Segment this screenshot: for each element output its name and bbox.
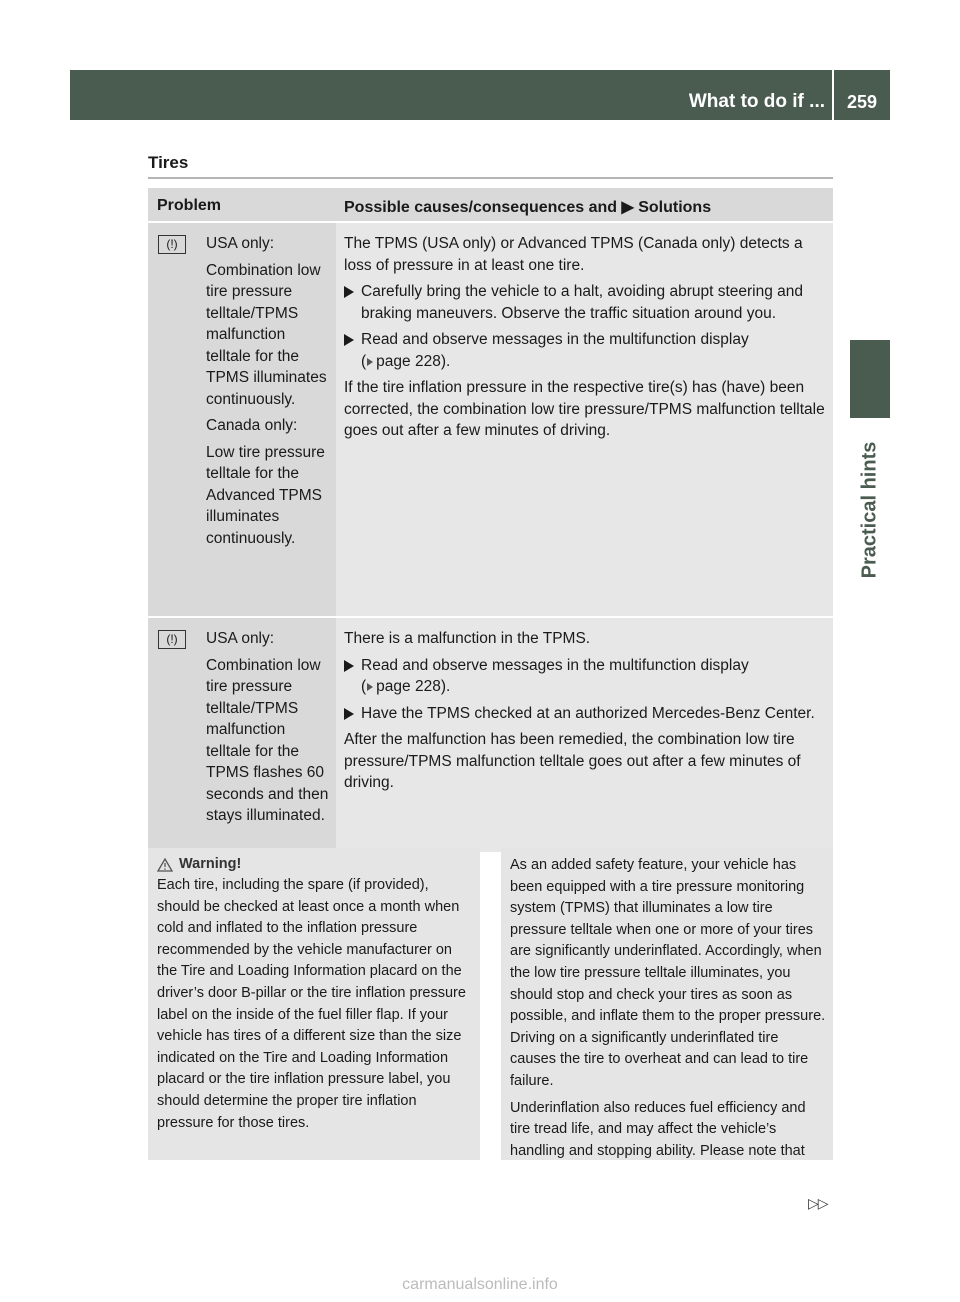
step-text: Have the TPMS checked at an authorized Mercedes-Benz Center. <box>361 704 815 722</box>
problem-line: Combination low tire pressure telltale/TPMS malfunction telltale for the TPMS flashes 60 seconds and then stays illuminated. <box>206 656 329 824</box>
table-header <box>148 188 833 221</box>
section-title: Tires <box>148 153 189 172</box>
step-text: Carefully bring the vehicle to a halt, avoiding abrupt steering and braking maneuvers. Observe the traffic situation around you. <box>361 283 804 322</box>
continued-icon: ▷▷ <box>808 1195 828 1211</box>
cause-text: The TPMS (USA only) or Advanced TPMS (Canada only) detects a loss of pressure in at least one tire. <box>344 235 803 274</box>
step-arrow-icon <box>344 334 354 346</box>
side-tab-label: Practical hints <box>858 441 881 579</box>
solution-step <box>344 281 828 324</box>
safety-info-box <box>501 848 833 1160</box>
cause-text: There is a malfunction in the TPMS. <box>344 630 591 647</box>
result-text: If the tire inflation pressure in the respective tire(s) has (have) been corrected, the combination low tire pressure/TPMS malfunction telltale goes out after a few minutes of driving. <box>344 379 825 439</box>
tire-pressure-warning-icon: (!) <box>158 235 186 254</box>
step-arrow-icon <box>344 286 354 298</box>
problem-line: USA only: <box>206 235 275 252</box>
warning-heading <box>157 855 475 875</box>
result-text: After the malfunction has been remedied, the combination low tire pressure/TPMS malfunction telltale goes out after a few minutes of driving. <box>344 731 801 791</box>
solution-step <box>344 703 828 725</box>
step-arrow-icon <box>344 660 354 672</box>
safety-paragraph: Underinflation also reduces fuel efficiency and tire tread life, and may affect the vehicle’s handling and stopping ability. Please note that <box>510 1099 806 1159</box>
problem-line: Combination low tire pressure telltale/TPMS malfunction telltale for the TPMS illuminates continuously. <box>206 261 327 408</box>
warning-box <box>148 848 480 1160</box>
problem-text <box>206 233 334 554</box>
page-ref-arrow-icon <box>367 683 373 691</box>
step-text: Read and observe messages in the multifunction display <box>361 656 749 674</box>
warning-text: Each tire, including the spare (if provided), should be checked at least once a month when cold and inflated to the inflation pressure recommended by the vehicle manufacturer on the Tire and Loading Information placard on the driver’s door B-pillar or the tire inflation pressure label on the inside of the fuel filler flap. If your vehicle has tires of a different size than the size indicated on the Tire and Loading Information placard or the tire inflation pressure label, you should determine the proper tire inflation pressure for those tires. <box>157 877 466 1131</box>
problem-line: Low tire pressure telltale for the Advanced TPMS illuminates continuously. <box>206 443 325 547</box>
tire-pressure-warning-icon: (!) <box>158 630 186 649</box>
chapter-title: What to do if ... <box>688 91 825 112</box>
problem-cell <box>148 618 336 852</box>
problem-text <box>206 628 334 832</box>
problem-line: USA only: <box>206 630 275 647</box>
table-row <box>148 616 833 852</box>
page-ref-arrow-icon <box>367 358 373 366</box>
page-reference-link[interactable]: page 228). <box>376 678 451 695</box>
footer-watermark: carmanualsonline.info <box>402 1276 558 1293</box>
page-number-box <box>834 70 890 120</box>
page-number: 259 <box>846 92 878 112</box>
page-reference-link[interactable]: page 228). <box>376 352 451 370</box>
tires-table <box>148 188 833 852</box>
warning-title: Warning! <box>179 856 242 873</box>
section-divider <box>148 177 833 179</box>
solution-cell <box>344 233 828 447</box>
side-tab-block <box>850 340 890 418</box>
solution-cell <box>344 628 828 799</box>
step-arrow-icon <box>344 708 354 720</box>
safety-paragraph: As an added safety feature, your vehicle has been equipped with a tire pressure monitoring system (TPMS) that illuminates a low tire pressure telltale when one or more of your tires are significantly underinflated. Accordingly, when the low tire pressure telltale illuminates, you should stop and check your tires as soon as possible, and inflate them to the proper pressure. Driving on a significantly underinflated tire causes the tire to overheat and can lead to tire failure. <box>510 857 826 1089</box>
header-problem: Problem <box>157 197 222 214</box>
header-bar <box>70 70 832 120</box>
problem-cell <box>148 223 336 616</box>
header-solutions: Possible causes/consequences and ▶ Solutions <box>344 199 712 216</box>
problem-line: Canada only: <box>206 417 298 434</box>
solution-step: Read and observe messages in the multifunction display ( page 228). <box>344 655 828 698</box>
table-row <box>148 221 833 616</box>
warning-triangle-icon <box>157 858 173 872</box>
step-text: Read and observe messages in the multifunction display <box>361 331 749 348</box>
solution-step: Read and observe messages in the multifunction display ( page 228). <box>344 329 828 372</box>
side-tab <box>846 430 894 590</box>
